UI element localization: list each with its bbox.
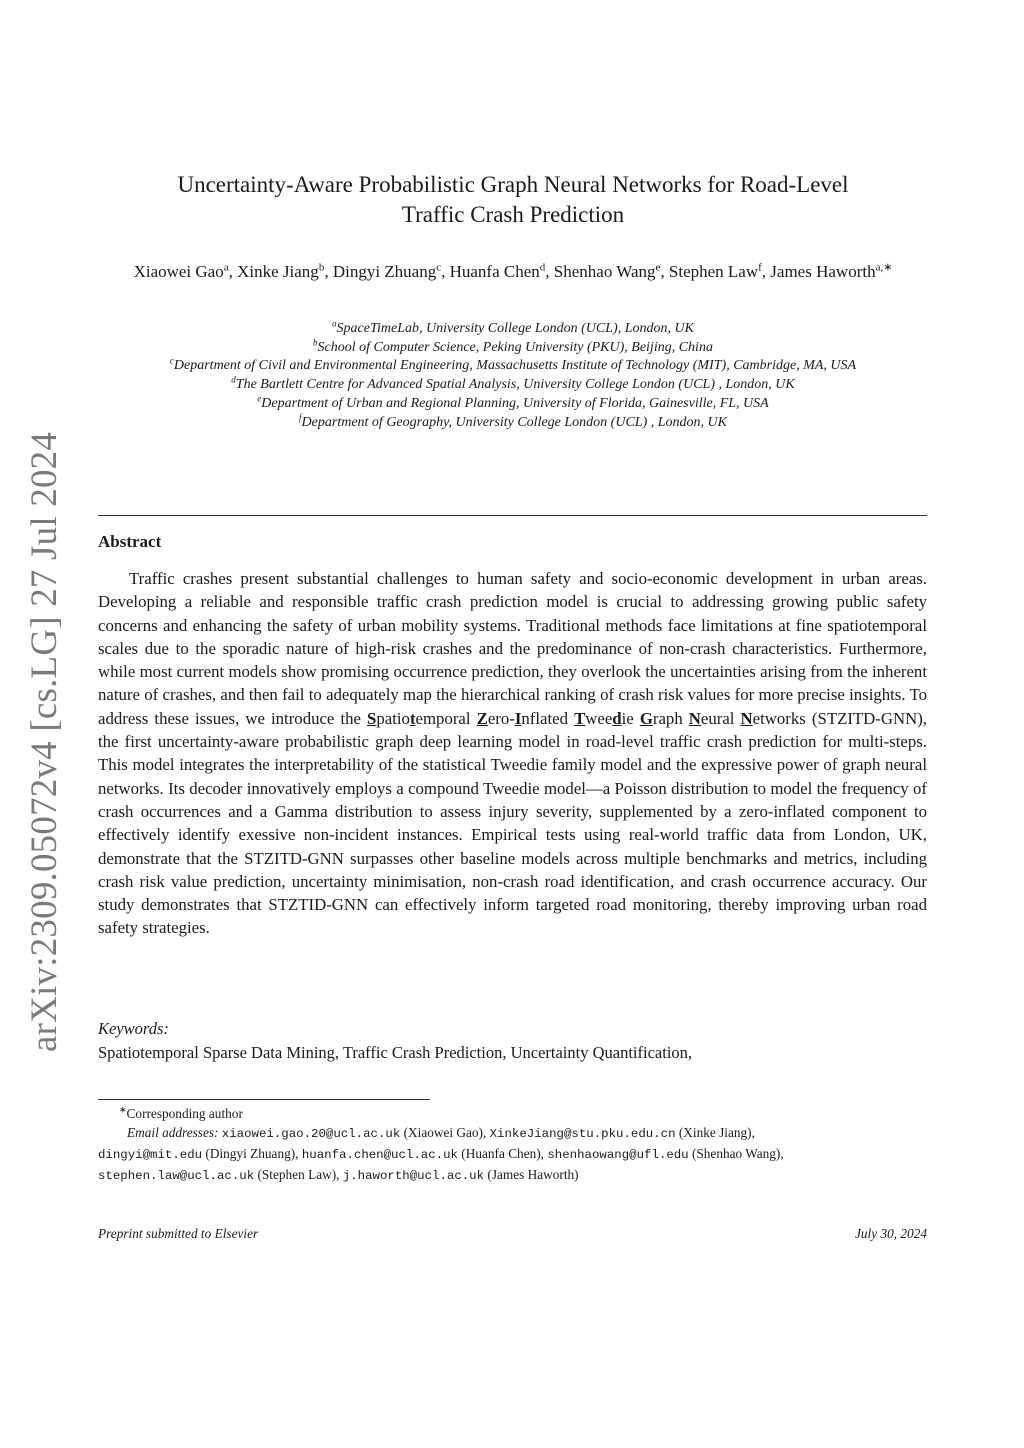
affiliation — [100, 411, 926, 433]
author — [237, 262, 333, 281]
author-name: Huanfa Chen — [449, 262, 540, 281]
acronym-letter: t — [409, 708, 416, 728]
email-addresses — [98, 1123, 928, 1144]
acronym-letter: Z — [476, 708, 488, 728]
corresponding-author-note — [98, 1104, 928, 1123]
acronym-rest: wee — [585, 708, 613, 728]
email-link[interactable]: xiaowei.gao.20@ucl.ac.uk — [221, 1127, 401, 1141]
author-affil-mark: f — [758, 261, 762, 274]
acronym-letter: G — [639, 708, 653, 728]
author-separator: , — [545, 262, 554, 281]
email-owner: (Xinke Jiang), — [675, 1125, 755, 1140]
arxiv-stamp: arXiv:2309.05072v4 [cs.LG] 27 Jul 2024 — [24, 431, 65, 1052]
abstract-text-part-1: Traffic crashes present substantial challenges to human safety and socio-economic development in urban areas. Developing a reliable and responsible traffic crash prediction model is crucial to addressing growing public safety concerns and enhancing the safety of urban mobility systems. Traditional methods face limitations at fine spatiotemporal scales due to the sporadic nature of high-risk crashes and the predominance of non-crash characteristics. Furthermore, while most current models show promising occurrence prediction, they overlook the uncertainties arising from the inherent nature of crashes, and then fail to adequately map the hierarchical ranking of crash risk values for more precise insights. To address these issues, we introduce the — [98, 569, 927, 728]
author — [333, 262, 450, 281]
author-affil-mark: a — [223, 261, 229, 274]
acronym-rest: ie — [621, 708, 640, 728]
author-name: Xiaowei Gao — [133, 262, 224, 281]
affiliation-mark: f — [299, 411, 302, 422]
corresponding-mark: ∗ — [119, 1104, 127, 1115]
affiliation-text: School of Computer Science, Peking University (PKU), Beijing, China — [317, 339, 713, 355]
email-label: Email addresses: — [127, 1125, 219, 1140]
affiliation-mark: a — [332, 318, 337, 329]
author-name: Xinke Jiang — [237, 262, 319, 281]
corresponding-author-text: Corresponding author — [126, 1106, 243, 1121]
model-acronym-name — [367, 709, 806, 728]
author-affil-mark: a,∗ — [875, 261, 893, 274]
affiliation — [100, 320, 926, 339]
author-affil-mark: e — [655, 261, 661, 274]
keywords-text: Spatiotemporal Sparse Data Mining, Traffic Crash Prediction, Uncertainty Quantification, — [98, 1043, 693, 1062]
abstract-top-rule — [98, 515, 927, 516]
email-owner: (Huanfa Chen), — [457, 1146, 548, 1161]
acronym-letter: d — [612, 708, 622, 728]
acronym-letter: N — [688, 708, 701, 728]
author — [134, 262, 238, 281]
affiliation-list — [100, 320, 926, 432]
author-name: Stephen Law — [668, 262, 759, 281]
acronym-rest: eural — [700, 708, 741, 728]
affiliation — [100, 376, 926, 395]
author-affil-mark: d — [539, 261, 546, 274]
author-separator: , — [324, 262, 333, 281]
email-addresses-line-2 — [98, 1144, 928, 1165]
acronym-letter: T — [574, 708, 586, 728]
affiliation-text: SpaceTimeLab, University College London (UCL), London, UK — [336, 321, 694, 336]
author-separator: , — [660, 262, 669, 281]
author-name: Dingyi Zhuang — [332, 262, 437, 281]
email-link[interactable]: huanfa.chen@ucl.ac.uk — [301, 1148, 458, 1162]
affiliation-mark: e — [257, 393, 262, 404]
acronym-rest: emporal — [415, 708, 477, 728]
author — [450, 262, 554, 281]
email-link[interactable]: dingyi@mit.edu — [98, 1148, 203, 1162]
affiliation-text: Department of Urban and Regional Planning, University of Florida, Gainesville, FL, USA — [261, 395, 769, 411]
affiliation-text: The Bartlett Centre for Advanced Spatial Analysis, University College London (UCL) , London, UK — [235, 377, 795, 393]
email-link[interactable]: stephen.law@ucl.ac.uk — [98, 1169, 255, 1183]
author-separator: , — [761, 262, 771, 281]
affiliation-text: Department of Geography, University College London (UCL) , London, UK — [301, 414, 727, 430]
acronym-letter: S — [367, 708, 377, 728]
title-line-1: Uncertainty-Aware Probabilistic Graph Neural Networks for Road-Level — [177, 172, 849, 197]
author-list — [95, 259, 931, 284]
title-line-2: Traffic Crash Prediction — [401, 202, 625, 227]
affiliation — [100, 395, 926, 414]
acronym-letter: I — [514, 708, 522, 728]
author — [669, 262, 770, 281]
author-separator: , — [228, 262, 238, 281]
author — [554, 262, 669, 281]
abstract-body — [98, 567, 927, 940]
keywords-heading: Keywords: — [98, 1019, 169, 1038]
author-affil-mark: b — [318, 261, 325, 274]
author-affil-mark: c — [436, 261, 442, 274]
email-addresses-line-3 — [98, 1165, 928, 1186]
author-name: James Haworth — [770, 262, 876, 281]
acronym-rest: etworks — [752, 708, 806, 728]
affiliation — [100, 357, 926, 376]
acronym-rest: patio — [376, 708, 410, 728]
email-link[interactable]: XinkeJiang@stu.pku.edu.cn — [489, 1127, 676, 1141]
email-owner: (James Haworth) — [484, 1167, 579, 1182]
abstract-heading: Abstract — [98, 532, 162, 551]
acronym-rest: ero- — [487, 708, 515, 728]
abstract-text-part-2: (STZITD-GNN), the first uncertainty-aware probabilistic graph deep learning model in road-level traffic crash prediction for multi-steps. This model integrates the interpretability of the statistical Tweedie family model and the expressive power of graph neural networks. Its decoder innovatively employs a compound Tweedie model—a Poisson distribution to model the frequency of crash occurrences and a Gamma distribution to assess injury severity, supplemented by a zero-inflated component to effectively identify exessive non-incident instances. Empirical tests using real-world traffic data from London, UK, demonstrate that the STZITD-GNN surpasses other baseline models across multiple benchmarks and metrics, including crash risk value prediction, uncertainty minimisation, non-crash road identification, and crash occurrence accuracy. Our study demonstrates that STZTID-GNN can effectively inform targeted road monitoring, thereby improving urban road safety strategies. — [98, 708, 928, 938]
author-separator: , — [441, 262, 450, 281]
email-link[interactable]: j.haworth@ucl.ac.uk — [342, 1169, 485, 1183]
email-link[interactable]: shenhaowang@ufl.edu — [547, 1148, 689, 1162]
affiliation — [100, 339, 926, 358]
footnote-rule — [98, 1099, 430, 1100]
affiliation-mark: c — [169, 355, 174, 366]
affiliation-mark: b — [313, 337, 318, 348]
preprint-date: July 30, 2024 — [854, 1226, 927, 1241]
acronym-rest: raph — [652, 708, 689, 728]
paper-title — [100, 170, 926, 230]
email-owner: (Xiaowei Gao), — [400, 1125, 490, 1140]
footnote — [98, 1104, 928, 1186]
email-owner: (Stephen Law), — [254, 1167, 343, 1182]
email-owner: (Dingyi Zhuang), — [202, 1146, 302, 1161]
acronym-letter: N — [740, 708, 753, 728]
email-owner: (Shenhao Wang), — [688, 1146, 784, 1161]
preprint-note: Preprint submitted to Elsevier — [98, 1226, 259, 1241]
author — [770, 262, 892, 281]
affiliation-text: Department of Civil and Environmental Engineering, Massachusetts Institute of Technology (MIT), Cambridge, MA, USA — [173, 358, 857, 374]
acronym-rest: nflated — [521, 708, 575, 728]
author-name: Shenhao Wang — [553, 262, 656, 281]
affiliation-mark: d — [231, 374, 236, 385]
